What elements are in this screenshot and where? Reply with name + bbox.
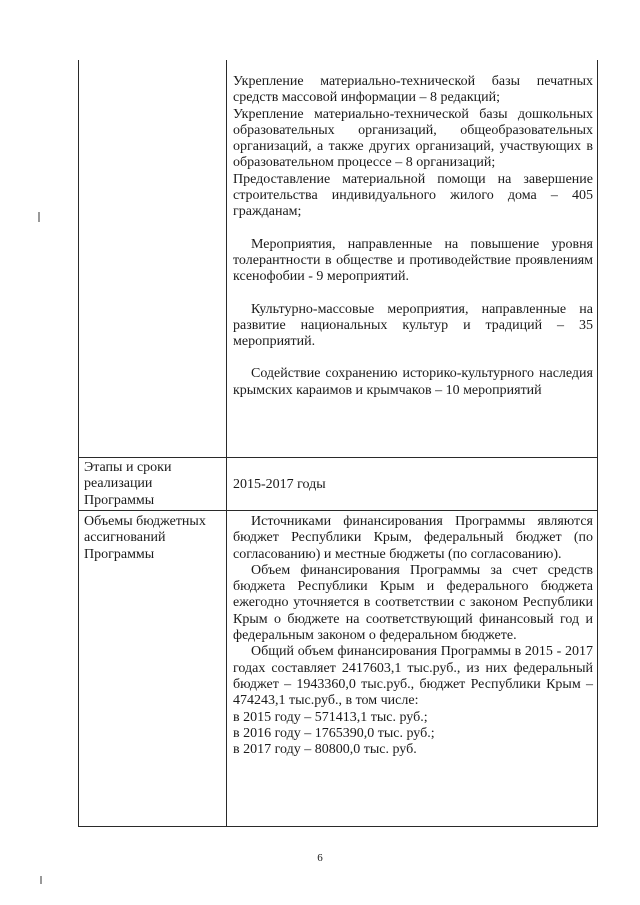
row-stages-value: 2015-2017 годы xyxy=(233,477,326,492)
page-number: 6 xyxy=(317,852,323,864)
paragraph-culture-events: Культурно-массовые мероприятия, направленные на развитие национальных культур и традиций – 35 мероприятий. xyxy=(233,301,593,350)
paragraph-funding-sources: Источниками финансирования Программы являются бюджет Республики Крым, федеральный бюджет (по согласованию) и местные бюджеты (по согласованию). xyxy=(233,514,593,562)
paragraph-print-media: Укрепление материально-технической базы печатных средств массовой информации – 8 редакций; xyxy=(233,74,593,106)
program-table xyxy=(78,60,598,827)
row-divider xyxy=(79,457,597,458)
scan-mark xyxy=(38,212,40,222)
paragraph-education-orgs: Укрепление материально-технической базы дошкольных образовательных организаций, общеобразовательных организаций, а также других организаций, участвующих в образовательном процессе – 8 организаций; xyxy=(233,106,593,171)
funding-year-2016: в 2016 году – 1765390,0 тыс. руб.; xyxy=(233,725,435,741)
paragraph-funding-total: Общий объем финансирования Программы в 2015 - 2017 годах составляет 2417603,1 тыс.руб., из них федеральный бюджет – 1943360,0 тыс.руб., бюджет Республики Крым – 474243,1 тыс.руб., в том числе: xyxy=(233,644,593,709)
row-budget-label: Объемы бюджетных ассигнований Программы xyxy=(84,514,206,562)
funding-year-2015: в 2015 году – 571413,1 тыс. руб.; xyxy=(233,709,428,725)
row-activities-content xyxy=(233,74,593,399)
row-stages-label: Этапы и сроки реализации Программы xyxy=(84,460,172,508)
paragraph-housing-aid: Предоставление материальной помощи на завершение строительства индивидуального жилого дома – 405 гражданам; xyxy=(233,171,593,220)
paragraph-funding-volume: Объем финансирования Программы за счет средств бюджета Республики Крым и федерального бюджета ежегодно уточняется в соответствии с законом Республики Крым о бюджете на соответствующий финансовый год и федеральным законом о федеральном бюджете. xyxy=(233,562,593,644)
scan-mark xyxy=(40,876,42,884)
column-divider xyxy=(226,60,227,826)
row-divider xyxy=(79,510,597,511)
funding-year-2017: в 2017 году – 80800,0 тыс. руб. xyxy=(233,742,417,758)
row-budget-content xyxy=(233,514,593,758)
paragraph-tolerance: Мероприятия, направленные на повышение уровня толерантности в обществе и противодействие проявлениям ксенофобии - 9 мероприятий. xyxy=(233,236,593,285)
paragraph-heritage: Содействие сохранению историко-культурного наследия крымских караимов и крымчаков – 10 мероприятий xyxy=(233,366,593,398)
